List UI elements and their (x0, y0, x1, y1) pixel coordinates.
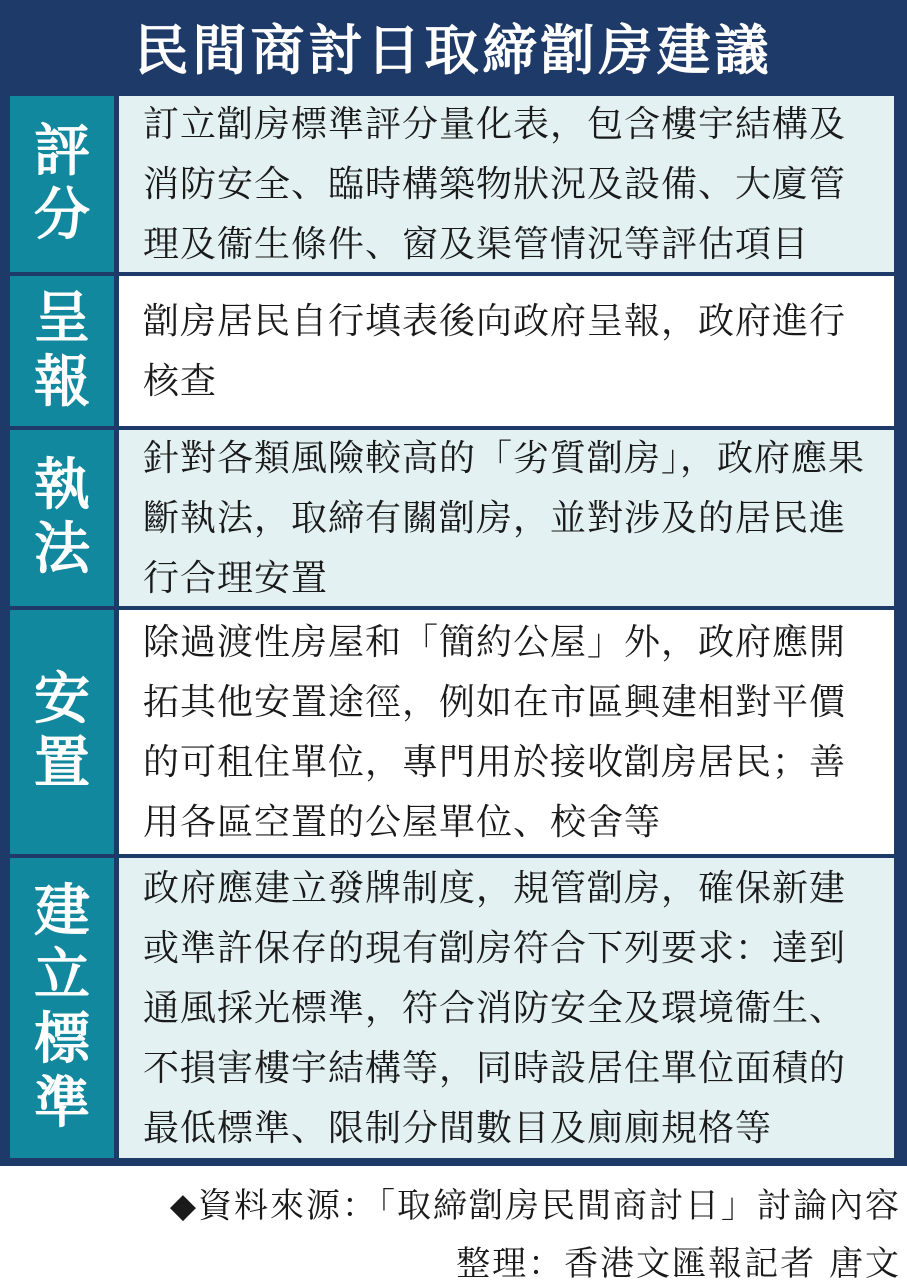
label-char: 立 (34, 943, 90, 1008)
label-char: 呈 (34, 286, 90, 351)
row-standards (10, 858, 894, 1158)
row-text: 針對各類風險較高的「劣質劏房」，政府應果斷執法，取締有關劏房，並對涉及的居民進行合理安置 (119, 430, 894, 606)
panel-title: 民間商討日取締劏房建議 (134, 18, 773, 82)
row-text: 訂立劏房標準評分量化表，包含樓宇結構及消防安全、臨時構築物狀況及設備、大廈管理及衞生條件、窗及渠管情況等評估項目 (119, 96, 894, 272)
row-label (10, 96, 114, 272)
label-char: 法 (34, 517, 90, 582)
label-char: 準 (34, 1071, 90, 1136)
label-char: 安 (34, 667, 90, 732)
row-label (10, 276, 114, 426)
label-char: 置 (34, 731, 90, 796)
label-char: 執 (34, 453, 90, 518)
row-resettle (10, 610, 894, 854)
row-label (10, 430, 114, 606)
row-label (10, 858, 114, 1158)
label-char: 建 (34, 879, 90, 944)
row-label (10, 610, 114, 854)
label-char: 標 (34, 1007, 90, 1072)
row-report (10, 276, 894, 426)
row-enforce (10, 430, 894, 606)
credit-note: 整理：香港文匯報記者 唐文 (456, 1244, 901, 1284)
label-char: 評 (34, 119, 90, 184)
row-text: 除過渡性房屋和「簡約公屋」外，政府應開拓其他安置途徑，例如在市區興建相對平價的可租住單位，專門用於接收劏房居民；善用各區空置的公屋單位、校舍等 (119, 610, 894, 854)
recommendation-list (10, 96, 894, 1162)
source-note: ◆資料來源：「取締劏房民間商討日」討論內容 (169, 1186, 901, 1226)
label-char: 報 (34, 350, 90, 415)
label-char: 分 (34, 183, 90, 248)
row-text: 政府應建立發牌制度，規管劏房，確保新建或準許保存的現有劏房符合下列要求：達到通風採光標準，符合消防安全及環境衞生、不損害樓宇結構等，同時設居住單位面積的最低標準、限制分間數目及廁廁規格等 (119, 858, 894, 1158)
row-text: 劏房居民自行填表後向政府呈報，政府進行核查 (119, 276, 894, 426)
row-score (10, 96, 894, 272)
